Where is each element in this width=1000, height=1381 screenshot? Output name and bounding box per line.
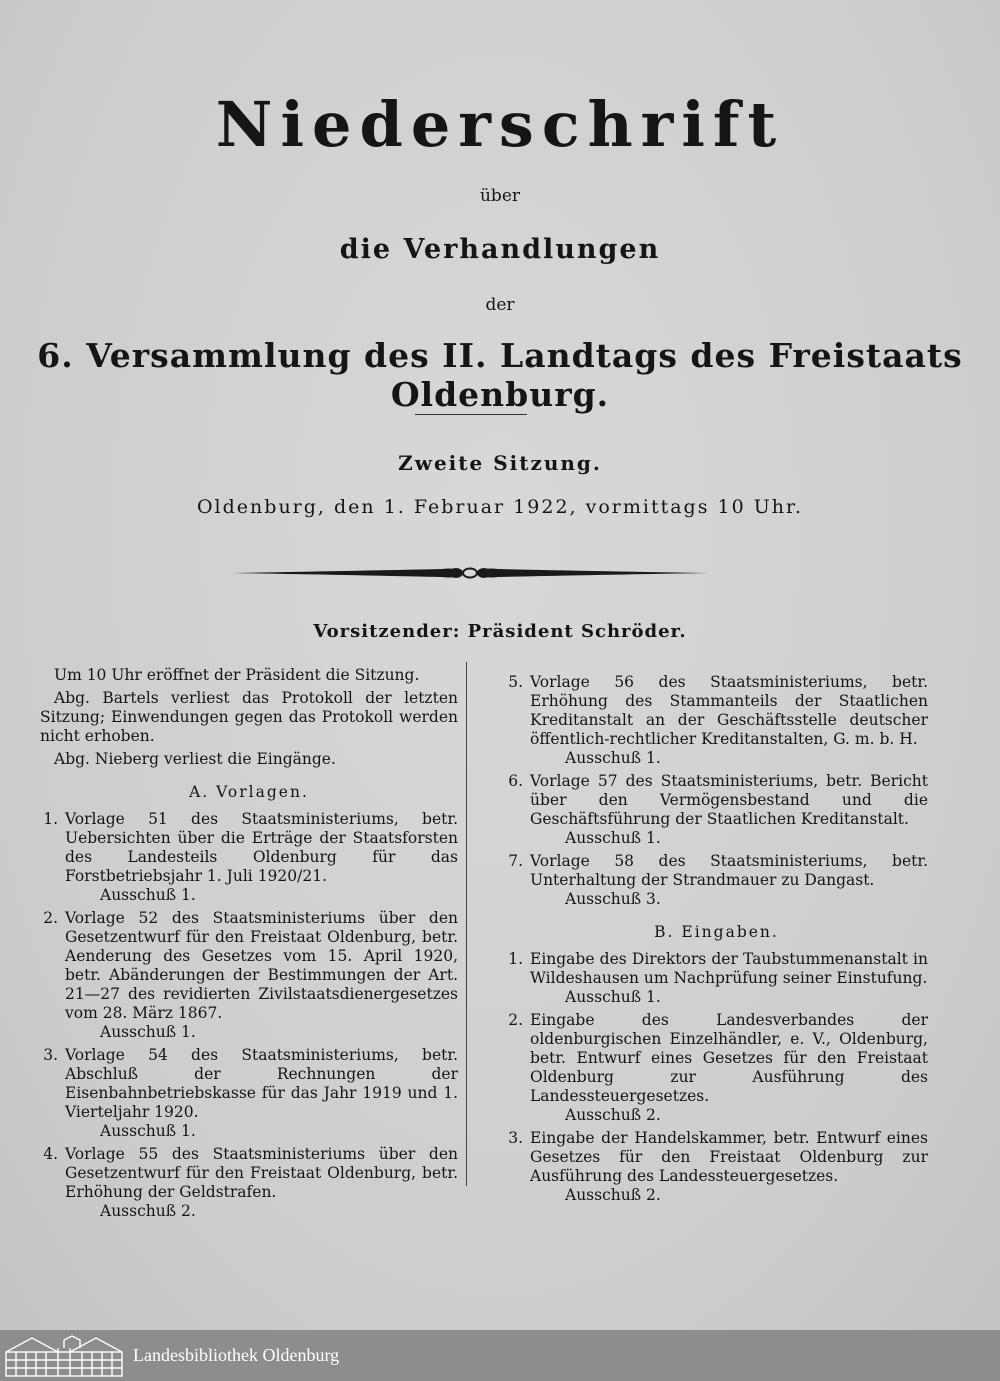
section-heading-eingaben: B. Eingaben. [654, 923, 779, 941]
item-text: Vorlage 55 des Staatsministeriums über den Gesetzentwurf für den Freistaat Oldenburg, betr. Erhöhung der Geldstrafen. [65, 1145, 458, 1201]
item-committee: Ausschuß 1. [100, 1023, 196, 1041]
assembly-heading: 6. Versammlung des II. Landtags des Freistaats Oldenburg. [37, 336, 963, 414]
item-text: Vorlage 51 des Staatsministeriums, betr. Uebersichten über die Erträge der Staatsforsten des Landesteils Oldenburg für das Forstbetriebsjahr 1. Juli 1920/21. [65, 810, 458, 885]
document-title: Niederschrift [215, 88, 785, 161]
item-text: Vorlage 56 des Staatsministeriums, betr. Erhöhung des Stammanteils der Staatlichen Kreditanstalt an der Geschäftsstelle deutscher öffentlich-rechtlicher Kreditanstalten, G. m. b. H. [530, 673, 928, 748]
list-item [40, 1046, 458, 1141]
library-footer-bar [0, 1330, 1000, 1381]
item-number: 7. [508, 852, 523, 870]
column-divider [466, 662, 467, 1186]
item-text: Eingabe des Landesverbandes der oldenburgischen Einzelhändler, e. V., Oldenburg, betr. Entwurf eines Gesetzes für den Freistaat Oldenburg zur Ausführung des Landessteuergesetzes. [530, 1011, 928, 1105]
section-heading-vorlagen: A. Vorlagen. [189, 783, 309, 801]
list-item [505, 673, 928, 768]
item-committee: Ausschuß 3. [565, 890, 661, 908]
item-text: Vorlage 57 des Staatsministeriums, betr. Bericht über den Vermögensbestand und die Geschäftsführung der Staatlichen Kreditanstalt. [530, 772, 928, 828]
item-number: 3. [508, 1129, 523, 1147]
item-number: 6. [508, 772, 523, 790]
item-text: Vorlage 54 des Staatsministeriums, betr. Abschluß der Rechnungen der Eisenbahnbetriebskasse für das Jahr 1919 und 1. Vierteljahr 1920. [65, 1046, 458, 1121]
item-committee: Ausschuß 1. [100, 886, 196, 904]
subtitle-verhandlungen: die Verhandlungen [339, 234, 661, 265]
item-text: Vorlage 58 des Staatsministeriums, betr. Unterhaltung der Strandmauer zu Dangast. [530, 852, 928, 889]
item-committee: Ausschuß 2. [100, 1202, 196, 1220]
library-building-icon [2, 1332, 126, 1379]
item-committee: Ausschuß 1. [100, 1122, 196, 1140]
list-item [40, 909, 458, 1042]
item-committee: Ausschuß 1. [565, 749, 661, 767]
session-heading: Zweite Sitzung. [398, 451, 602, 475]
item-text: Eingabe des Direktors der Taubstummenanstalt in Wildeshausen um Nachprüfung seiner Einstufung. [530, 950, 928, 987]
ornamental-divider [232, 561, 708, 585]
chair-line: Vorsitzender: Präsident Schröder. [313, 621, 687, 642]
item-committee: Ausschuß 2. [565, 1186, 661, 1204]
library-name: Landesbibliothek Oldenburg [133, 1345, 340, 1365]
subtitle-ueber: über [479, 186, 521, 206]
intro-paragraph: Abg. Nieberg verliest die Eingänge. [54, 750, 336, 768]
list-item [40, 810, 458, 905]
intro-paragraph: Um 10 Uhr eröffnet der Präsident die Sitzung. [54, 666, 420, 684]
item-number: 2. [508, 1011, 523, 1029]
list-item [505, 1129, 928, 1205]
item-number: 3. [43, 1046, 58, 1064]
list-item [505, 950, 928, 1007]
item-text: Eingabe der Handelskammer, betr. Entwurf eines Gesetzes für den Freistaat Oldenburg zur Ausführung des Landessteuergesetzes. [530, 1129, 928, 1185]
intro-paragraph: Abg. Bartels verliest das Protokoll der letzten Sitzung; Einwendungen gegen das Protokoll werden nicht erhoben. [40, 689, 458, 745]
subtitle-der: der [485, 295, 515, 315]
item-number: 4. [43, 1145, 58, 1163]
item-number: 1. [508, 950, 523, 968]
left-column [40, 666, 458, 1225]
list-item [505, 1011, 928, 1125]
item-committee: Ausschuß 1. [565, 829, 661, 847]
list-item [505, 852, 928, 909]
item-number: 5. [508, 673, 523, 691]
item-number: 2. [43, 909, 58, 927]
list-item [40, 1145, 458, 1221]
list-item [505, 772, 928, 848]
title-rule [415, 414, 527, 415]
item-committee: Ausschuß 2. [565, 1106, 661, 1124]
item-number: 1. [43, 810, 58, 828]
right-column [505, 673, 928, 1209]
item-committee: Ausschuß 1. [565, 988, 661, 1006]
date-line: Oldenburg, den 1. Februar 1922, vormittags 10 Uhr. [196, 496, 804, 518]
item-text: Vorlage 52 des Staatsministeriums über den Gesetzentwurf für den Freistaat Oldenburg, betr. Aenderung des Gesetzes vom 15. April 1920, betr. Abänderungen der Bestimmungen der Art. 21—27 des revidierten Zivilstaatsdienergesetzes vom 28. März 1867. [65, 909, 458, 1022]
